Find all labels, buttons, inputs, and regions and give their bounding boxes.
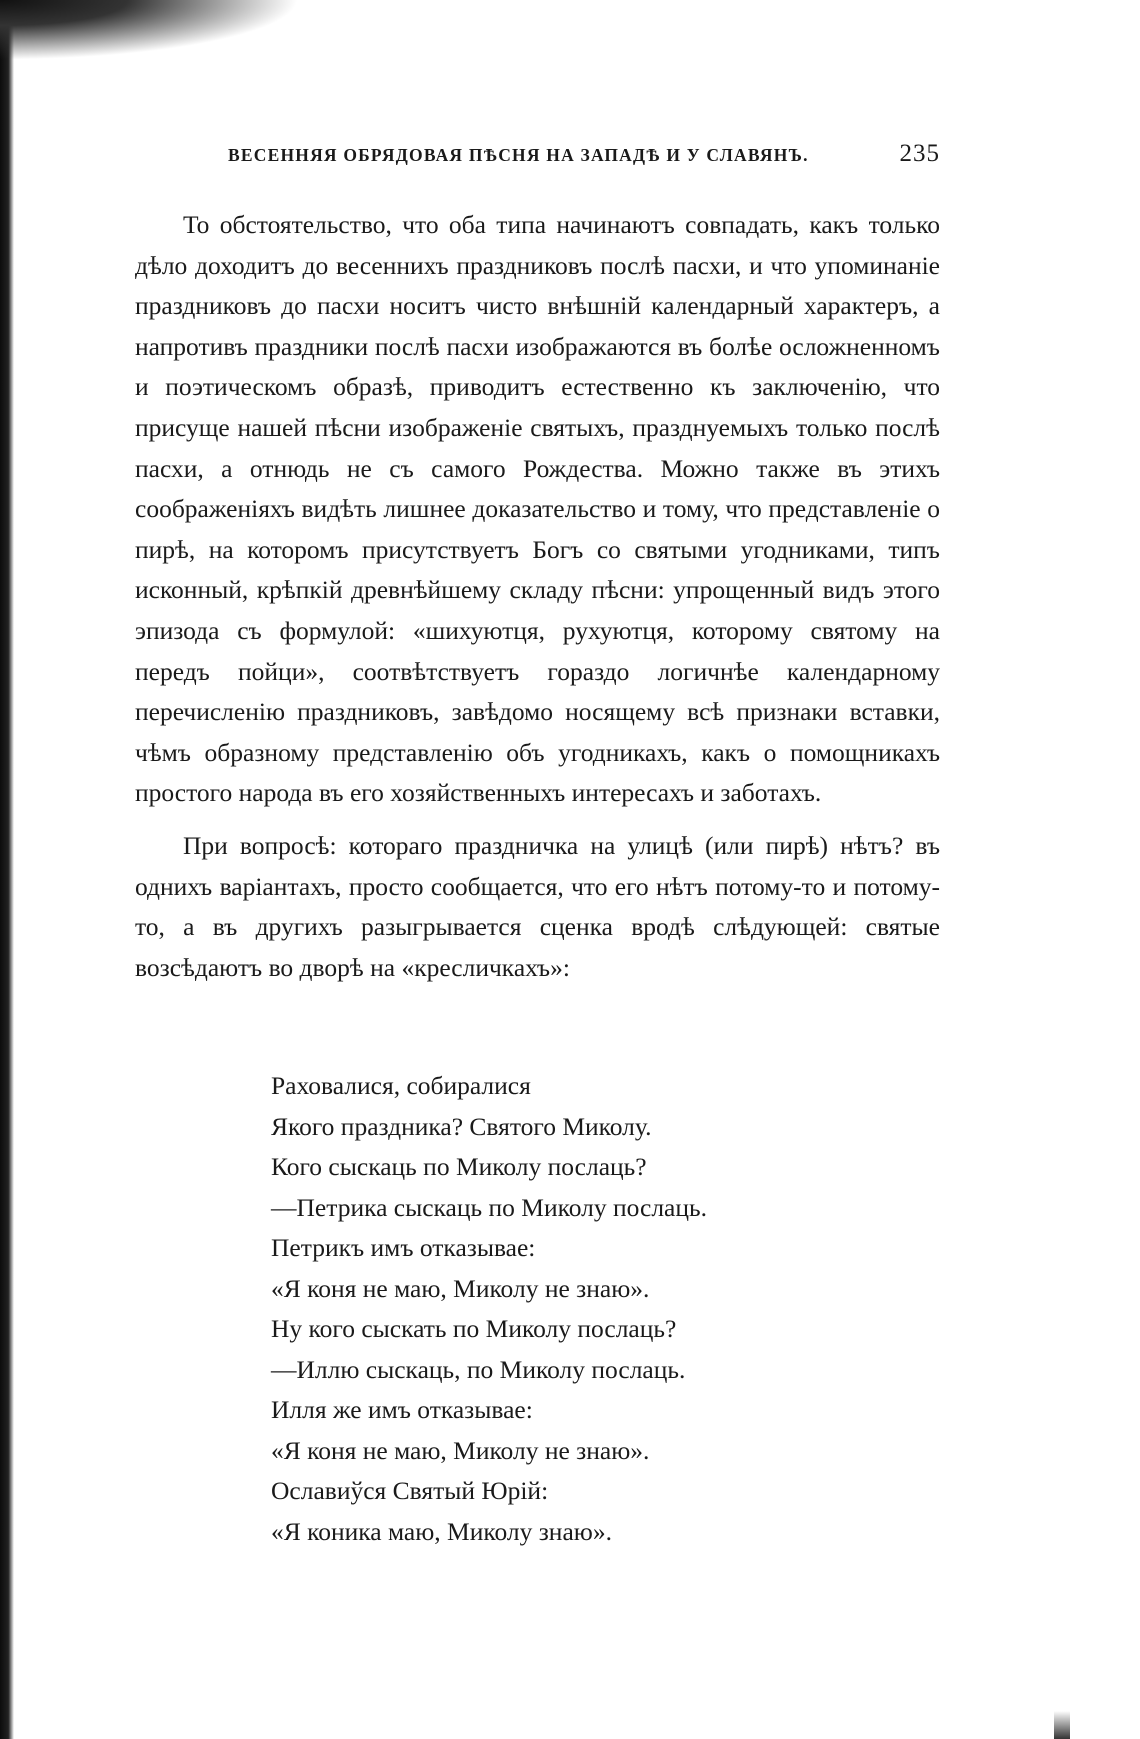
verse-line: «Я коня не маю, Миколу не знаю». — [271, 1273, 650, 1303]
verse-line: Раховалися, собиралися — [271, 1071, 531, 1100]
paragraph-2: При вопросѣ: котораго праздничка на улицѣ (или пирѣ) нѣтъ? въ однихъ варіантахъ, просто сообщается, что его нѣтъ потому-то и потому-то, а въ другихъ разыгрывается сценка вродѣ слѣдующей: святые возсѣдаютъ во дворѣ на «кресличкахъ»: — [135, 830, 940, 982]
scan-left-edge — [0, 0, 14, 1739]
page-number: 235 — [899, 140, 940, 167]
running-title: ВЕСЕННЯЯ ОБРЯДОВАЯ ПѢСНЯ НА ЗАПАДѢ И У СЛАВЯНЪ. — [228, 145, 809, 165]
paragraph-1: То обстоятельство, что оба типа начинаютъ совпадать, какъ только дѣло доходитъ до весеннихъ праздниковъ послѣ пасхи, и что упоминаніе праздниковъ до пасхи носитъ чисто внѣшній календарный характеръ, а напротивъ праздники послѣ пасхи изображаются въ болѣе осложненномъ и поэтическомъ образѣ, приводитъ естественно къ заключенію, что присуще нашей пѣсни изображеніе святыхъ, празднуемыхъ только послѣ пасхи, а отнюдь не съ самого Рождества. Можно также въ этихъ соображеніяхъ видѣть лишнее доказательство и тому, что представленіе о пирѣ, на которомъ присутствуетъ Богъ со святыми угодниками, типъ исконный, крѣпкій древнѣйшему складу пѣсни: упрощенный видъ этого эпизода съ формулой: «шихуютця, рухуютця, которому святому на передъ пойци», соотвѣтствуетъ гораздо логичнѣе календарному перечисленію праздниковъ, завѣдомо носящему всѣ признаки вставки, чѣмъ образному представленію объ угодникахъ, какъ о помощникахъ простого народа въ его хозяйственныхъ интересахъ и заботахъ. — [135, 210, 940, 808]
verse-line: Ославиўся Святый Юрій: — [271, 1476, 549, 1505]
body-text — [135, 205, 940, 988]
verse-line: «Я коника маю, Миколу знаю». — [271, 1516, 612, 1546]
running-head — [228, 140, 940, 180]
verse-block — [271, 1066, 871, 1552]
verse-line: Кого сыскаць по Миколу послаць? — [271, 1152, 647, 1181]
scan-bottom-mark — [1054, 1711, 1070, 1739]
verse-line: «Я коня не маю, Миколу не знаю». — [271, 1435, 650, 1465]
verse-line: Илля же имъ отказывае: — [271, 1395, 533, 1424]
verse-line: Петрикъ имъ отказывае: — [271, 1233, 536, 1262]
verse-line: Ну кого сыскать по Миколу послаць? — [271, 1314, 677, 1343]
scan-top-smudge — [0, 0, 300, 60]
verse-line: Якого праздника? Святого Миколу. — [271, 1111, 652, 1141]
verse-line: —Петрика сыскаць по Миколу послаць. — [271, 1192, 708, 1222]
verse-line: —Иллю сыскаць, по Миколу послаць. — [271, 1354, 686, 1384]
